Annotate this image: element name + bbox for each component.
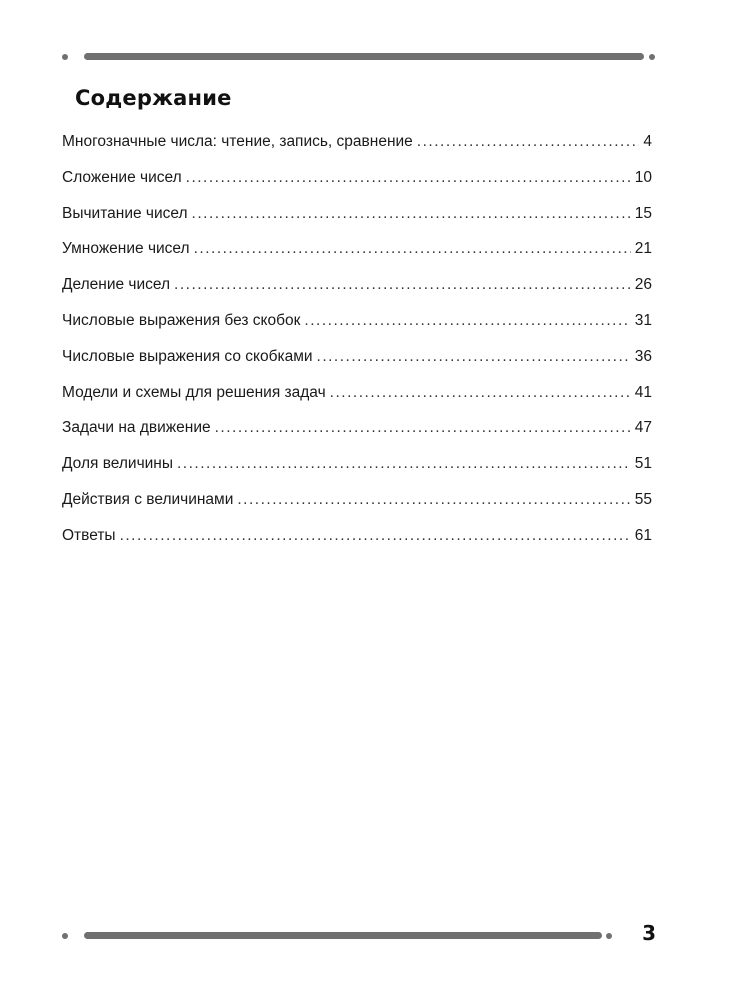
toc-entry-page: 47 — [634, 419, 652, 437]
toc-entry-title: Сложение чисел — [62, 168, 182, 186]
toc-entry-title: Задачи на движение — [62, 419, 211, 437]
toc-dot-leader — [237, 486, 630, 514]
toc-entry[interactable] — [62, 271, 652, 307]
toc-entry-page: 55 — [634, 490, 652, 508]
toc-entry[interactable] — [62, 200, 652, 236]
toc-entry[interactable] — [62, 307, 652, 343]
bottom-divider — [60, 930, 620, 942]
table-of-contents — [62, 128, 652, 558]
toc-dot-leader — [177, 450, 631, 478]
toc-entry[interactable] — [62, 522, 652, 558]
toc-entry[interactable] — [62, 128, 652, 164]
page-title: Содержание — [75, 86, 232, 110]
toc-entry-title: Доля величины — [62, 455, 173, 473]
toc-entry-title: Деление чисел — [62, 276, 171, 294]
toc-entry-page: 51 — [634, 455, 652, 473]
toc-entry-title: Числовые выражения со скобками — [62, 347, 313, 365]
toc-entry-page: 21 — [634, 240, 652, 258]
toc-dot-leader — [317, 343, 631, 371]
toc-dot-leader — [120, 522, 631, 550]
divider-dot-left — [62, 54, 68, 60]
divider-dot-right — [606, 933, 612, 939]
toc-entry[interactable] — [62, 164, 652, 200]
toc-dot-leader — [330, 379, 631, 407]
divider-dot-right — [649, 54, 655, 60]
toc-entry[interactable] — [62, 486, 652, 522]
toc-dot-leader — [174, 271, 631, 299]
toc-entry-title: Вычитание чисел — [62, 204, 188, 222]
toc-entry-page: 15 — [634, 204, 652, 222]
toc-dot-leader — [417, 128, 640, 156]
toc-entry-page: 31 — [634, 311, 652, 329]
toc-dot-leader — [192, 200, 631, 228]
toc-entry[interactable] — [62, 414, 652, 450]
toc-entry[interactable] — [62, 379, 652, 415]
toc-entry[interactable] — [62, 450, 652, 486]
divider-bar — [84, 53, 644, 60]
toc-dot-leader — [194, 235, 631, 263]
toc-entry-page: 4 — [643, 133, 652, 150]
toc-entry-title: Умножение чисел — [62, 240, 190, 258]
toc-entry-page: 61 — [634, 526, 652, 544]
toc-entry-page: 10 — [634, 168, 652, 186]
toc-entry-title: Числовые выражения без скобок — [62, 311, 301, 329]
toc-entry-page: 36 — [634, 347, 652, 365]
divider-dot-left — [62, 933, 68, 939]
toc-entry[interactable] — [62, 343, 652, 379]
toc-entry-title: Ответы — [62, 526, 116, 544]
toc-entry[interactable] — [62, 235, 652, 271]
toc-entry-page: 26 — [634, 276, 652, 294]
toc-entry-title: Многозначные числа: чтение, запись, сравнение — [62, 133, 413, 150]
toc-dot-leader — [186, 164, 631, 192]
toc-entry-title: Модели и схемы для решения задач — [62, 383, 326, 401]
divider-bar — [84, 932, 602, 939]
toc-dot-leader — [215, 414, 631, 442]
top-divider — [60, 51, 658, 63]
toc-dot-leader — [304, 307, 630, 335]
page-number: 3 — [642, 921, 656, 945]
toc-entry-title: Действия с величинами — [62, 490, 234, 508]
toc-entry-page: 41 — [634, 383, 652, 401]
